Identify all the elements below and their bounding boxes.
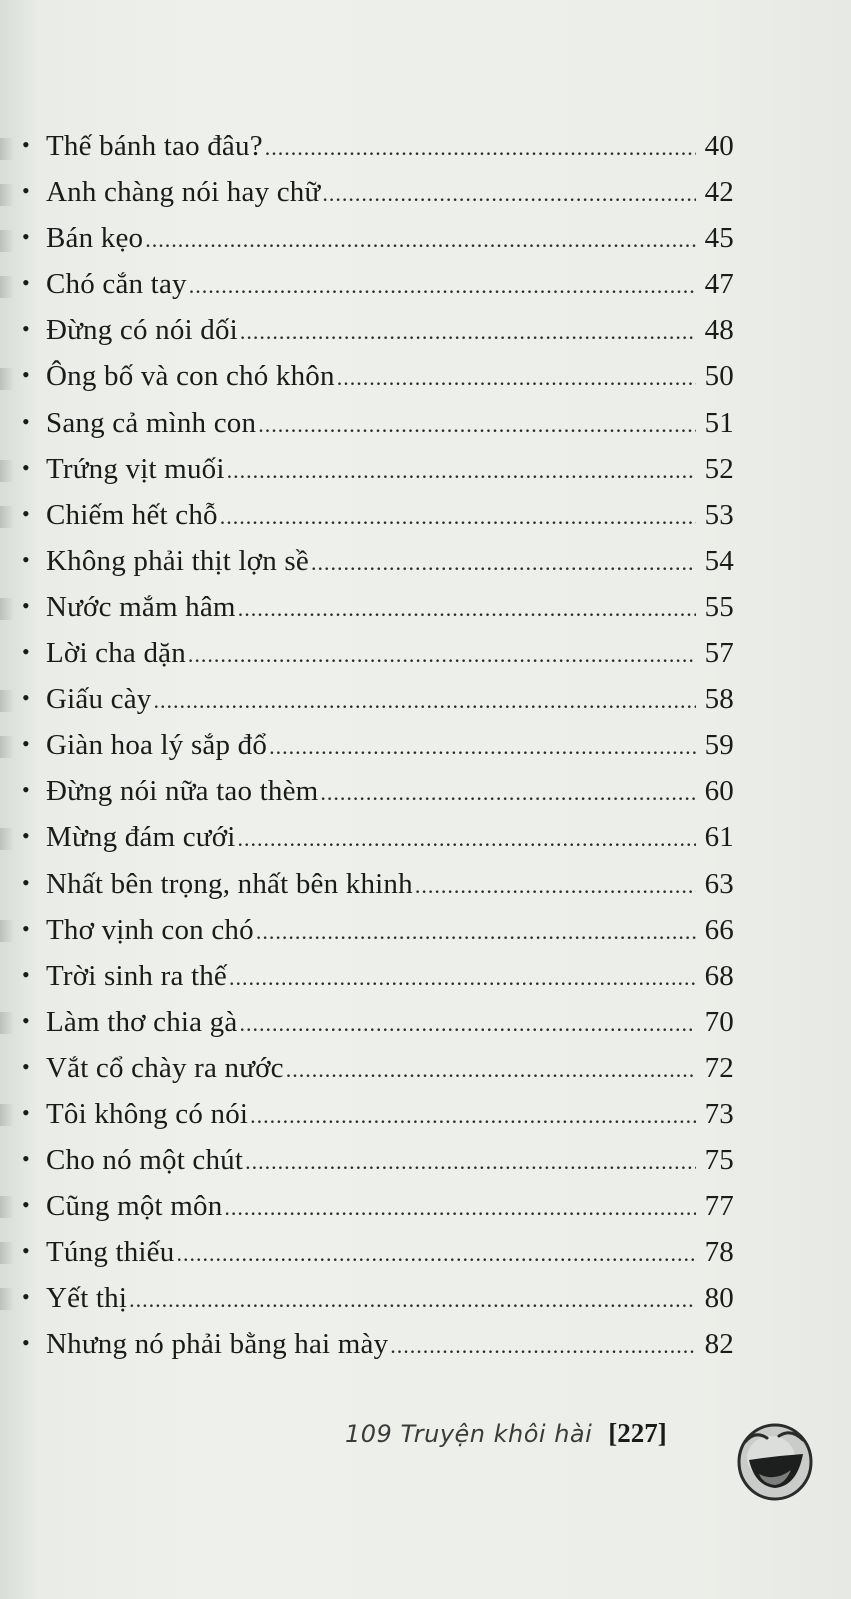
bullet-icon: •	[22, 1007, 30, 1033]
toc-entry-title: Cũng một môn	[46, 1190, 223, 1223]
dot-leader	[256, 919, 696, 945]
toc-entry	[22, 130, 734, 176]
bullet-icon: •	[22, 362, 30, 388]
bullet-icon: •	[22, 1238, 30, 1264]
toc-entry-page: 73	[704, 1097, 734, 1130]
toc-entry-page: 48	[704, 314, 734, 347]
bullet-icon: •	[22, 915, 30, 941]
dot-leader	[311, 550, 696, 576]
bullet-icon: •	[22, 1192, 30, 1218]
page-edge-shadow	[0, 130, 14, 1370]
toc-entry	[22, 637, 734, 683]
dot-leader	[269, 734, 696, 760]
toc-entry-title: Cho nó một chút	[46, 1144, 244, 1177]
dot-leader	[145, 227, 696, 253]
toc-entry-title: Đừng có nói dối	[46, 314, 238, 347]
toc-entry-page: 42	[704, 176, 734, 209]
toc-entry-page: 63	[704, 867, 734, 900]
toc-entry	[22, 176, 734, 222]
bullet-icon: •	[22, 408, 30, 434]
bullet-icon: •	[22, 546, 30, 572]
toc-entry-page: 60	[704, 775, 734, 808]
toc-entry-page: 66	[704, 913, 734, 946]
toc-entry	[22, 499, 734, 545]
bullet-icon: •	[22, 178, 30, 204]
dot-leader	[239, 1011, 696, 1037]
dot-leader	[238, 596, 696, 622]
toc-entry-page: 68	[704, 959, 734, 992]
toc-entry-page: 80	[704, 1282, 734, 1315]
dot-leader	[220, 504, 696, 530]
toc-entry	[22, 683, 734, 729]
toc-entry-title: Không phải thịt lợn sề	[46, 544, 309, 577]
dot-leader	[153, 688, 696, 714]
bullet-icon: •	[22, 1284, 30, 1310]
toc-entry	[22, 1006, 734, 1052]
toc-entry-page: 82	[704, 1328, 734, 1361]
toc-entry	[22, 314, 734, 360]
toc-entry-page: 57	[704, 637, 734, 670]
toc-entry-page: 50	[704, 360, 734, 393]
toc-entry-title: Vắt cổ chày ra nước	[46, 1051, 284, 1084]
toc-entry-title: Trời sinh ra thế	[46, 959, 227, 992]
toc-entry-page: 58	[704, 683, 734, 716]
bullet-icon: •	[22, 685, 30, 711]
toc-entry-page: 78	[704, 1236, 734, 1269]
toc-entry-title: Đừng nói nữa tao thèm	[46, 775, 319, 808]
dot-leader	[337, 365, 696, 391]
bullet-icon: •	[22, 1330, 30, 1356]
toc-entry-title: Làm thơ chia gà	[46, 1005, 238, 1038]
toc-entry-title: Chó cắn tay	[46, 268, 187, 301]
toc-entry-title: Thơ vịnh con chó	[46, 913, 254, 946]
toc-entry	[22, 775, 734, 821]
toc-entry	[22, 591, 734, 637]
bullet-icon: •	[22, 224, 30, 250]
toc-entry	[22, 222, 734, 268]
bullet-icon: •	[22, 639, 30, 665]
dot-leader	[258, 412, 696, 438]
toc-entry	[22, 545, 734, 591]
dot-leader	[322, 181, 696, 207]
toc-entry-page: 55	[704, 590, 734, 623]
toc-entry	[22, 1236, 734, 1282]
toc-entry	[22, 914, 734, 960]
bullet-icon: •	[22, 270, 30, 296]
toc-entry-title: Nước mắm hâm	[46, 590, 236, 623]
toc-entry	[22, 453, 734, 499]
toc-entry-title: Bán kẹo	[46, 222, 144, 255]
toc-entry	[22, 1190, 734, 1236]
toc-entry-title: Nhưng nó phải bằng hai mày	[46, 1328, 389, 1361]
toc-entry	[22, 729, 734, 775]
toc-entry-page: 75	[704, 1144, 734, 1177]
dot-leader	[238, 826, 696, 852]
page-number: [227]	[608, 1418, 667, 1448]
laughing-face-icon	[735, 1412, 815, 1502]
toc-entry	[22, 1144, 734, 1190]
dot-leader	[129, 1287, 696, 1313]
dot-leader	[189, 273, 696, 299]
dot-leader	[188, 642, 696, 668]
toc-entry-page: 77	[704, 1190, 734, 1223]
bullet-icon: •	[22, 592, 30, 618]
toc-entry-title: Nhất bên trọng, nhất bên khinh	[46, 867, 413, 900]
toc-entry	[22, 960, 734, 1006]
dot-leader	[415, 873, 696, 899]
bullet-icon: •	[22, 777, 30, 803]
toc-entry	[22, 868, 734, 914]
dot-leader	[320, 780, 696, 806]
bullet-icon: •	[22, 132, 30, 157]
toc-entry-title: Giàn hoa lý sắp đổ	[46, 729, 268, 762]
toc-entry-page: 51	[704, 406, 734, 439]
bullet-icon: •	[22, 961, 30, 987]
dot-leader	[229, 965, 696, 991]
toc-entry-title: Ông bố và con chó khôn	[46, 360, 335, 393]
toc-entry-page: 53	[704, 498, 734, 531]
toc-entry-title: Yết thị	[46, 1282, 128, 1315]
toc-entry	[22, 1098, 734, 1144]
toc-entry	[22, 360, 734, 406]
toc-entry-title: Chiếm hết chỗ	[46, 498, 218, 531]
toc-entry	[22, 407, 734, 453]
toc-entry-title: Anh chàng nói hay chữ	[46, 176, 321, 209]
toc-entry-page: 47	[704, 268, 734, 301]
toc-entry-page: 61	[704, 821, 734, 854]
dot-leader	[250, 1103, 696, 1129]
toc-entry-title: Tôi không có nói	[46, 1097, 249, 1130]
dot-leader	[227, 458, 696, 484]
toc-entry-title: Thế bánh tao đâu?	[46, 130, 263, 162]
toc-entry-page: 70	[704, 1005, 734, 1038]
toc-entry-page: 59	[704, 729, 734, 762]
toc-entry-page: 40	[704, 130, 734, 162]
dot-leader	[176, 1241, 696, 1267]
bullet-icon: •	[22, 1146, 30, 1172]
toc-entry-page: 54	[704, 544, 734, 577]
page-footer	[345, 1418, 745, 1468]
toc-entry-page: 52	[704, 452, 734, 485]
dot-leader	[390, 1333, 696, 1359]
toc-entry-title: Lời cha dặn	[46, 637, 186, 670]
dot-leader	[245, 1149, 696, 1175]
bullet-icon: •	[22, 454, 30, 480]
toc-entry-page: 45	[704, 222, 734, 255]
toc-entry	[22, 268, 734, 314]
toc-entry	[22, 1328, 734, 1374]
toc-entry-title: Túng thiếu	[46, 1236, 175, 1269]
toc-entry	[22, 1052, 734, 1098]
dot-leader	[286, 1057, 696, 1083]
toc-entry-title: Giấu cày	[46, 683, 152, 716]
dot-leader	[265, 135, 696, 161]
toc-entry	[22, 1282, 734, 1328]
dot-leader	[224, 1195, 696, 1221]
bullet-icon: •	[22, 869, 30, 895]
bullet-icon: •	[22, 1099, 30, 1125]
toc-entry-title: Mừng đám cưới	[46, 821, 236, 854]
bullet-icon: •	[22, 1053, 30, 1079]
toc-entry-title: Trứng vịt muối	[46, 452, 225, 485]
toc-entry-title: Sang cả mình con	[46, 406, 257, 439]
bullet-icon: •	[22, 731, 30, 757]
bullet-icon: •	[22, 500, 30, 526]
bullet-icon: •	[22, 316, 30, 342]
table-of-contents	[22, 130, 734, 1375]
toc-entry-page: 72	[704, 1051, 734, 1084]
dot-leader	[240, 319, 696, 345]
book-title: 109 Truyện khôi hài	[345, 1420, 593, 1448]
bullet-icon: •	[22, 823, 30, 849]
toc-entry	[22, 821, 734, 867]
